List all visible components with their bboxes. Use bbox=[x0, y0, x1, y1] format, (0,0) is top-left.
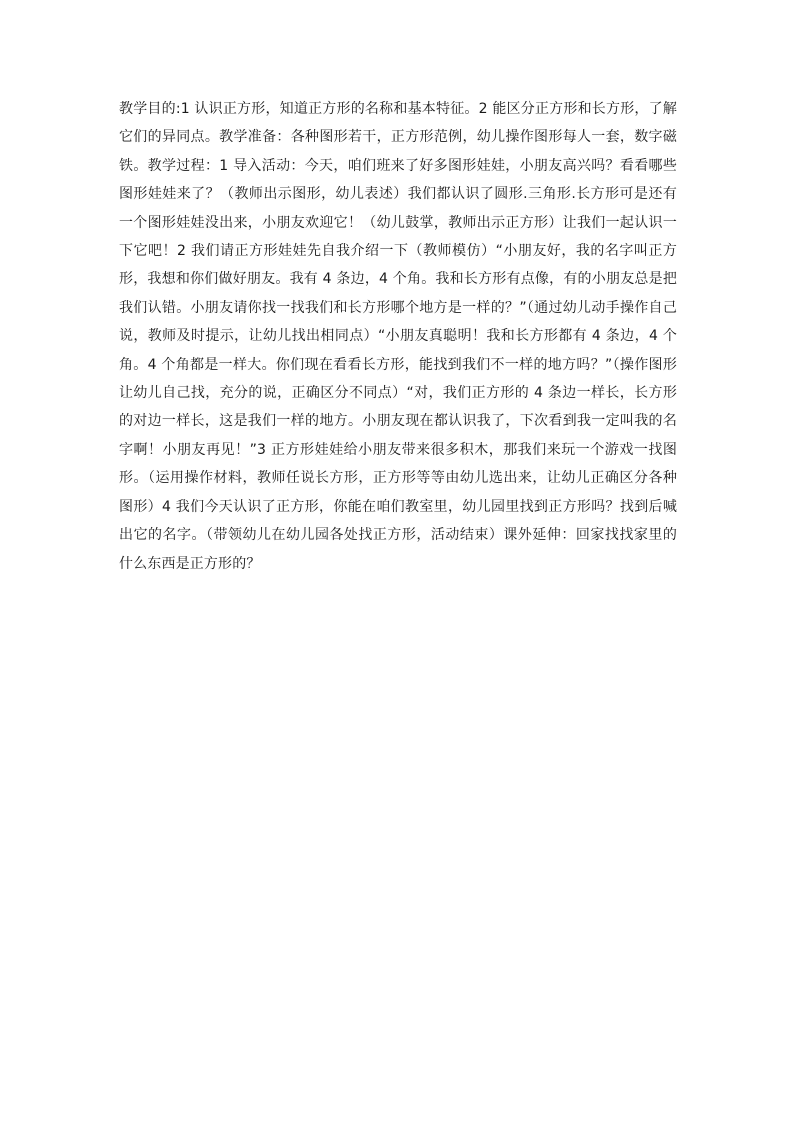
document-content bbox=[119, 95, 677, 578]
lesson-plan-paragraph: 教学目的:1 认识正方形，知道正方形的名称和基本特征。2 能区分正方形和长方形，了解它们的异同点。教学准备：各种图形若干，正方形范例，幼儿操作图形每人一套，数字磁铁。教学过程：1 导入活动：今天，咱们班来了好多图形娃娃，小朋友高兴吗？看看哪些图形娃娃来了？（教师出示图形，幼儿表述）我们都认识了圆形.三角形.长方形可是还有一个图形娃娃没出来，小朋友欢迎它！（幼儿鼓掌，教师出示正方形）让我们一起认识一下它吧！2 我们请正方形娃娃先自我介绍一下（教师模仿）“小朋友好，我的名字叫正方形，我想和你们做好朋友。我有 4 条边，4 个角。我和长方形有点像，有的小朋友总是把我们认错。小朋友请你找一找我们和长方形哪个地方是一样的？”（通过幼儿动手操作自己说，教师及时提示，让幼儿找出相同点）“小朋友真聪明！我和长方形都有 4 条边，4 个角。4 个角都是一样大。你们现在看看长方形，能找到我们不一样的地方吗？”（操作图形让幼儿自己找，充分的说，正确区分不同点）“对，我们正方形的 4 条边一样长，长方形的对边一样长，这是我们一样的地方。小朋友现在都认识我了，下次看到我一定叫我的名字啊！小朋友再见！”3 正方形娃娃给小朋友带来很多积木，那我们来玩一个游戏一找图形。（运用操作材料，教师任说长方形，正方形等等由幼儿选出来，让幼儿正确区分各种图形）4 我们今天认识了正方形，你能在咱们教室里，幼儿园里找到正方形吗？找到后喊出它的名字。（带领幼儿在幼儿园各处找正方形，活动结束）课外延伸：回家找找家里的什么东西是正方形的？ bbox=[119, 101, 677, 572]
